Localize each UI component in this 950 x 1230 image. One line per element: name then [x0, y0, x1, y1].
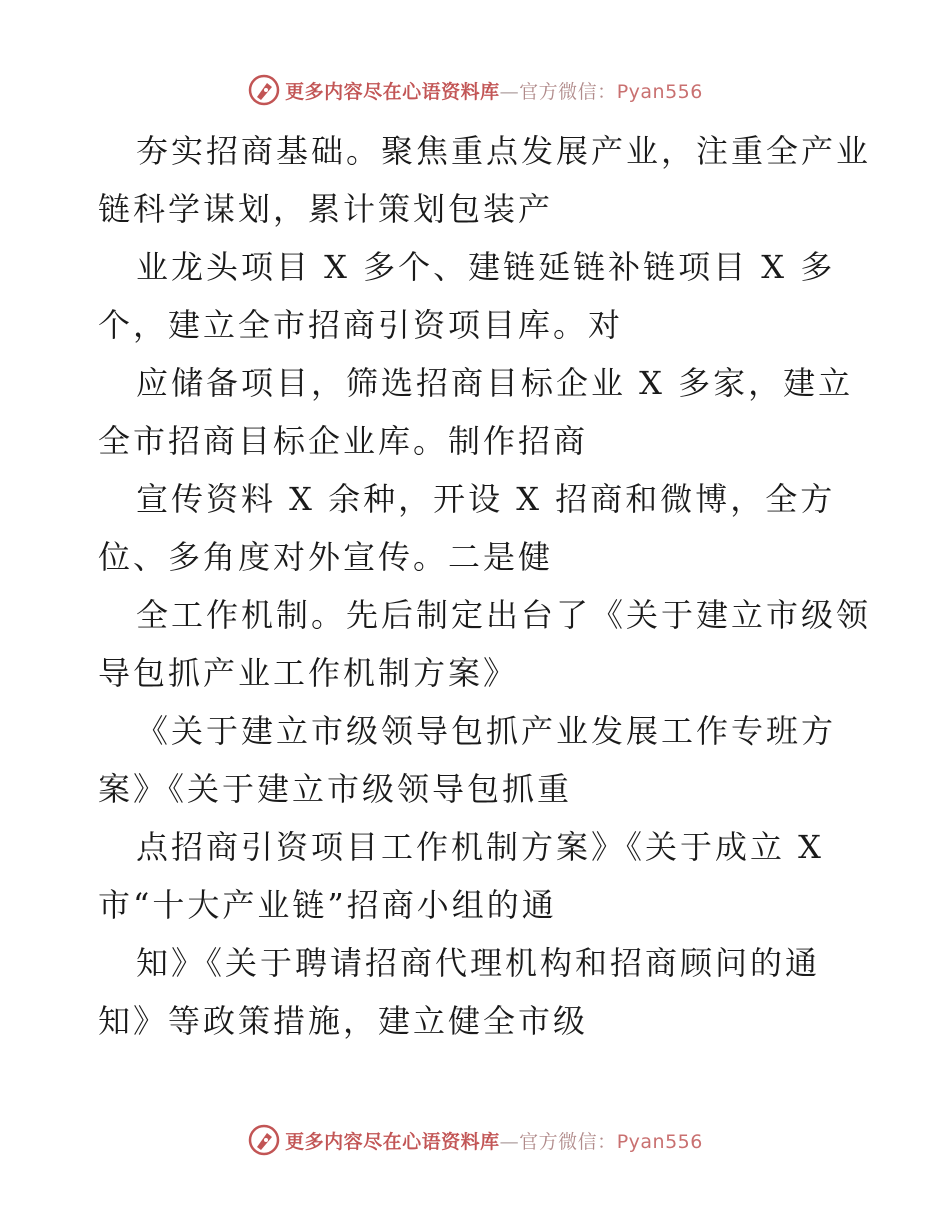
body-line: 全工作机制。先后制定出台了《关于建立市级领: [136, 596, 872, 634]
watermark-text: [285, 1127, 703, 1154]
body-line: 应储备项目，筛选招商目标企业 X 多家，建立: [136, 364, 854, 402]
body-line: 知》等政策措施，建立健全市级: [98, 1002, 589, 1040]
body-line: 导包抓产业工作机制方案》: [98, 654, 519, 692]
body-line: 个，建立全市招商引资项目库。对: [98, 306, 624, 344]
body-line: 案》《关于建立市级领导包抓重: [98, 770, 573, 808]
body-line: 位、多角度对外宣传。二是健: [98, 538, 554, 576]
watermark-id: Pyan556: [616, 1130, 703, 1153]
body-line: 链科学谋划，累计策划包装产: [98, 190, 554, 228]
body-line: 《关于建立市级领导包抓产业发展工作专班方: [136, 712, 837, 750]
watermark-label: 官方微信：: [519, 1130, 617, 1153]
body-line: 市“十大产业链”招商小组的通: [98, 886, 557, 924]
body-line: 夯实招商基础。聚焦重点发展产业，注重全产业: [136, 132, 872, 170]
watermark-header: [0, 70, 950, 110]
body-line: 全市招商目标企业库。制作招商: [98, 422, 589, 460]
watermark-text: [285, 77, 703, 104]
watermark-id: Pyan556: [616, 80, 703, 103]
watermark-brand: 更多内容尽在心语资料库: [285, 80, 500, 103]
body-line: 知》《关于聘请招商代理机构和招商顾问的通: [136, 944, 821, 982]
pen-nib-logo-icon: [247, 1123, 281, 1157]
document-body: [98, 122, 878, 1050]
watermark-brand: 更多内容尽在心语资料库: [285, 1130, 500, 1153]
body-line: 宣传资料 X 余种，开设 X 招商和微博，全方: [136, 480, 836, 518]
watermark-dash: —: [499, 1130, 520, 1153]
watermark-label: 官方微信：: [519, 80, 617, 103]
watermark-dash: —: [499, 80, 520, 103]
watermark-footer: [0, 1120, 950, 1160]
body-line: 业龙头项目 X 多个、建链延链补链项目 X 多: [136, 248, 836, 286]
body-line: 点招商引资项目工作机制方案》《关于成立 X: [136, 828, 824, 866]
pen-nib-logo-icon: [247, 73, 281, 107]
